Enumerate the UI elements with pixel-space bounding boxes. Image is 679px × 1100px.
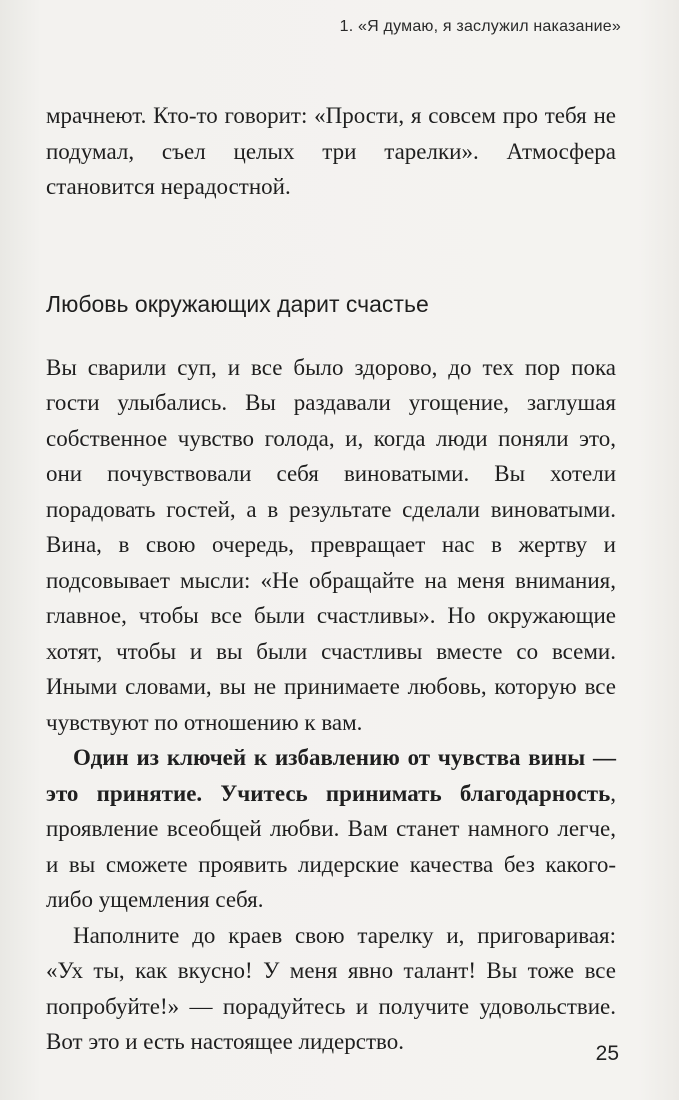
- page-body: [46, 98, 616, 1060]
- body-paragraph-2: [46, 740, 616, 918]
- emphasis-text: Один из ключей к избавлению от чувства вины — это принятие. Учитесь принимать благодарность: [46, 745, 616, 806]
- paragraph-2-continuation: , проявление всеобщей любви. Вам станет намного легче, и вы сможете проявить лидерские качества без какого-либо ущемления себя.: [46, 780, 616, 912]
- body-paragraph-1: Вы сварили суп, и все было здорово, до тех пор пока гости улыбались. Вы раздавали угощение, заглушая собственное чувство голода, и, когда люди поняли это, они почувствовали себя виноватыми. Вы хотели порадовать гостей, а в результате сделали виноватыми. Вина, в свою очередь, превращает нас в жертву и подсовывает мысли: «Не обращайте на меня внимания, главное, чтобы все были счастливы». Но окружающие хотят, чтобы и вы были счастливы вместе со всеми. Иными словами, вы не принимаете любовь, которую все чувствуют по отношению к вам.: [46, 354, 616, 735]
- running-header: 1. «Я думаю, я заслужил наказание»: [339, 18, 621, 35]
- intro-paragraph: мрачнеют. Кто-то говорит: «Прости, я совсем про тебя не подумал, съел целых три тарелки». Атмосфера становится нерадостной.: [46, 103, 616, 199]
- page-number: 25: [595, 1042, 619, 1065]
- body-paragraph-3: Наполните до краев свою тарелку и, приговаривая: «Ух ты, как вкусно! У меня явно талант! Вы тоже все попробуйте!» — порадуйтесь и получите удовольствие. Вот это и есть настоящее лидерство.: [46, 922, 616, 1054]
- section-heading: Любовь окружающих дарит счастье: [46, 290, 429, 317]
